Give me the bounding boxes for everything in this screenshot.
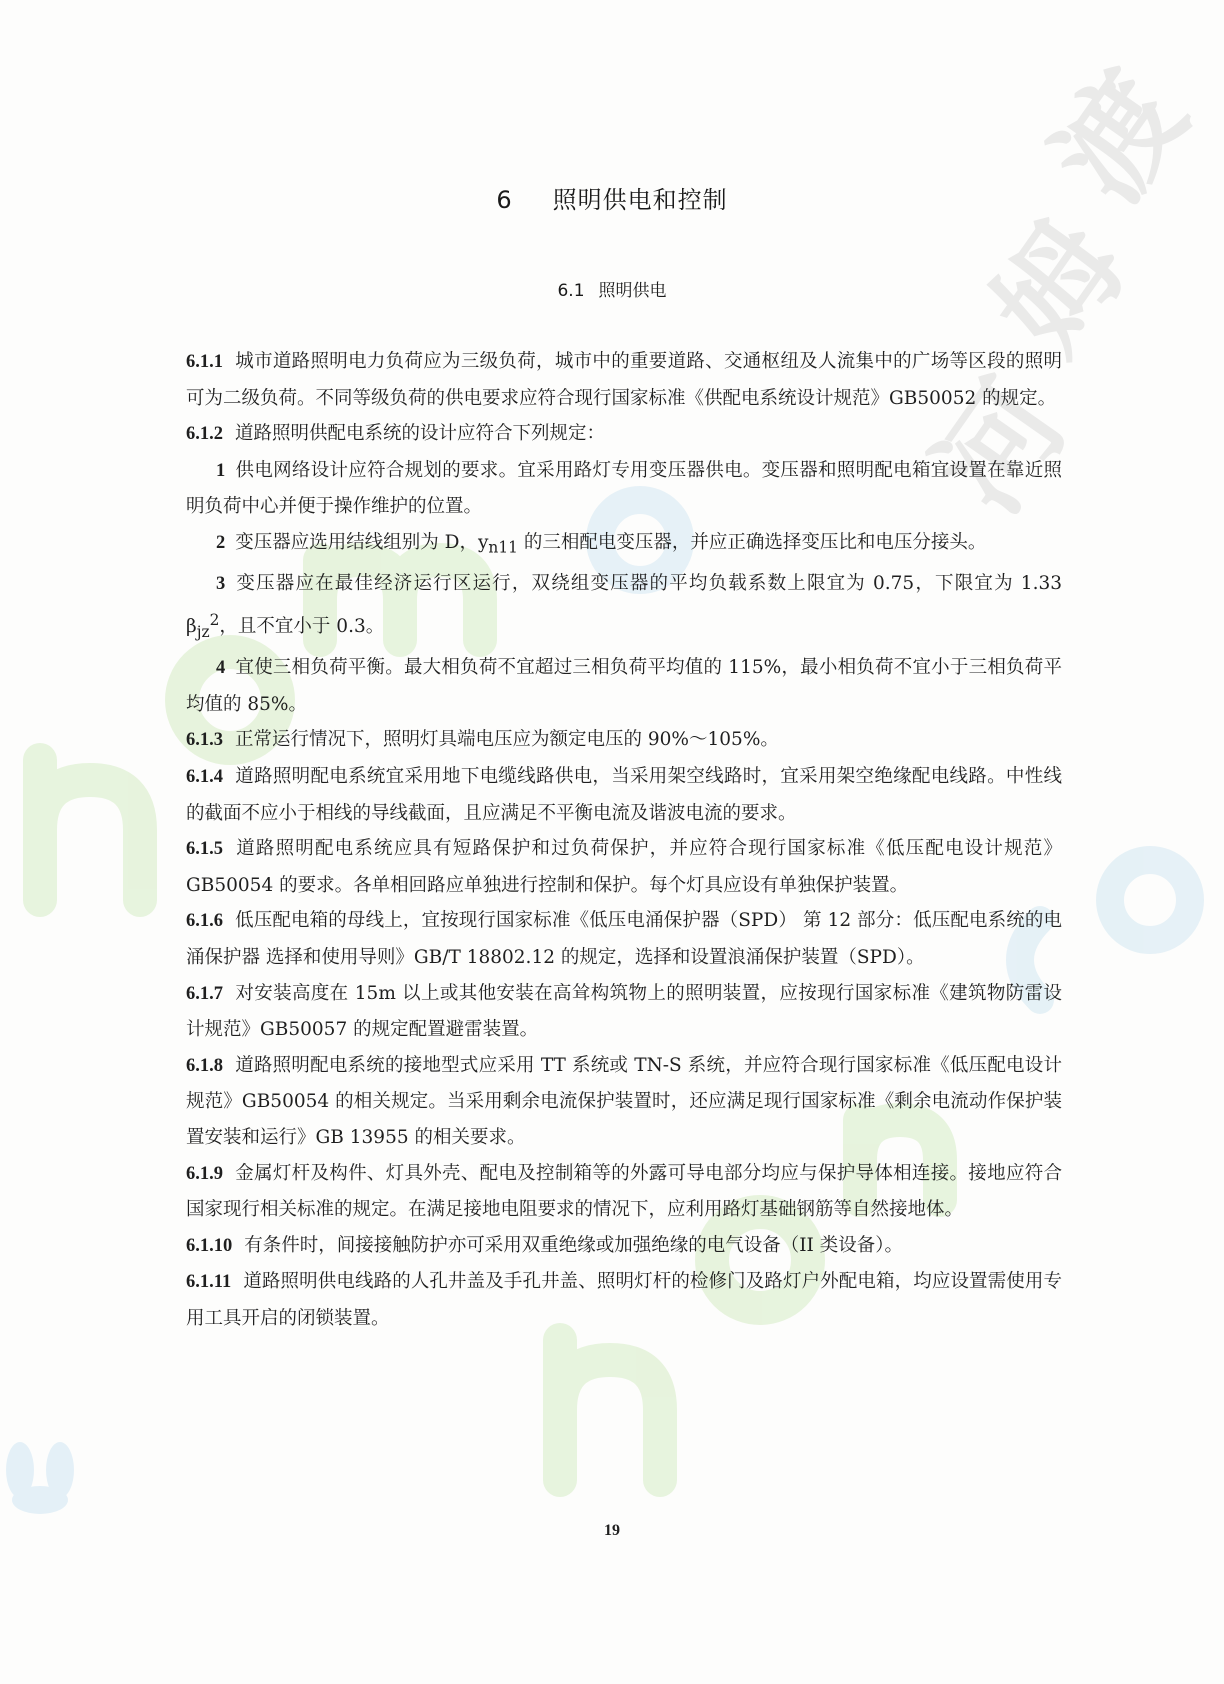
clause-text: 道路照明供配电系统的设计应符合下列规定： bbox=[235, 423, 606, 445]
clause-text: 有条件时，间接接触防护亦可采用双重绝缘或加强绝缘的电气设备（II 类设备）。 bbox=[244, 1234, 903, 1256]
clause-number: 6.1.3 bbox=[186, 730, 223, 751]
clause-number: 6.1.2 bbox=[186, 424, 223, 445]
clause-number: 6.1.6 bbox=[186, 911, 223, 932]
item-text-cont: ，且不宜小于 0.3。 bbox=[219, 616, 385, 637]
subscript: n11 bbox=[488, 538, 518, 557]
clause-number: 6.1.7 bbox=[186, 983, 223, 1004]
clause-6-1-7 bbox=[186, 976, 1062, 1048]
clause-6-1-9 bbox=[186, 1156, 1062, 1228]
clause-number: 6.1.5 bbox=[186, 839, 223, 860]
item-text: 宜使三相负荷平衡。最大相负荷不宜超过三相负荷平均值的 115%，最小相负荷不宜小于三相负荷平均值的 85%。 bbox=[186, 657, 1062, 715]
clause-text: 低压配电箱的母线上，宜按现行国家标准《低压电涌保护器（SPD） 第 12 部分：低压配电系统的电涌保护器 选择和使用导则》GB/T 18802.12 的规定，选择和设置浪涌保护装置（SPD）。 bbox=[186, 910, 1062, 969]
clause-number: 6.1.9 bbox=[186, 1163, 223, 1184]
clause-text: 城市道路照明电力负荷应为三级负荷，城市中的重要道路、交通枢纽及人流集中的广场等区段的照明可为二级负荷。不同等级负荷的供电要求应符合现行国家标准《供配电系统设计规范》GB50052 的规定。 bbox=[186, 351, 1062, 409]
svg-text:渡: 渡 bbox=[1029, 48, 1213, 227]
section-title: 照明供电 bbox=[598, 281, 667, 301]
item-text: 变压器应在最佳经济运行区运行，双绕组变压器的平均负载系数上限宜为 0.75，下限宜为 1.33 β bbox=[186, 573, 1062, 637]
subscript: jz bbox=[196, 622, 210, 641]
svg-text:姆: 姆 bbox=[969, 198, 1153, 377]
clause-number: 6.1.8 bbox=[186, 1055, 223, 1076]
section-heading bbox=[0, 276, 1224, 301]
item-number: 1 bbox=[216, 460, 226, 481]
section-number: 6.1 bbox=[557, 281, 585, 301]
clause-text: 正常运行情况下，照明灯具端电压应为额定电压的 90%～105%。 bbox=[235, 729, 779, 751]
clause-number: 6.1.10 bbox=[186, 1235, 233, 1256]
clause-6-1-11 bbox=[186, 1264, 1062, 1336]
chapter-number: 6 bbox=[496, 186, 513, 214]
item-text: 变压器应选用结线组别为 D，y bbox=[235, 531, 489, 553]
clause-text: 道路照明配电系统的接地型式应采用 TT 系统或 TN-S 系统，并应符合现行国家标准《低压配电设计规范》GB50054 的相关规定。当采用剩余电流保护装置时，还应满足现行国家标准《剩余电流动作保护装置安装和运行》GB 13955 的相关要求。 bbox=[186, 1054, 1062, 1148]
clause-number: 6.1.11 bbox=[186, 1272, 232, 1293]
clause-text: 道路照明配电系统宜采用地下电缆线路供电，当采用架空线路时，宜采用架空绝缘配电线路。中性线的截面不应小于相线的导线截面，且应满足不平衡电流及谐波电流的要求。 bbox=[186, 766, 1062, 824]
page-number: 19 bbox=[604, 1522, 620, 1539]
list-item bbox=[186, 650, 1062, 722]
list-item bbox=[186, 525, 1062, 566]
clause-text: 道路照明配电系统应具有短路保护和过负荷保护，并应符合现行国家标准《低压配电设计规范》GB50054 的要求。各单相回路应单独进行控制和保护。每个灯具应设有单独保护装置。 bbox=[186, 838, 1062, 896]
list-item bbox=[186, 453, 1062, 525]
clause-number: 6.1.4 bbox=[186, 767, 223, 788]
superscript: 2 bbox=[209, 610, 220, 629]
clause-6-1-6 bbox=[186, 903, 1062, 975]
clause-6-1-4 bbox=[186, 759, 1062, 831]
clause-6-1-8 bbox=[186, 1048, 1062, 1156]
item-number: 2 bbox=[216, 532, 226, 553]
clause-6-1-5 bbox=[186, 831, 1062, 903]
item-number: 3 bbox=[216, 574, 226, 595]
list-item bbox=[186, 566, 1062, 650]
document-body bbox=[186, 344, 1062, 1337]
svg-text:河: 河 bbox=[909, 358, 1093, 537]
chapter-heading bbox=[0, 180, 1224, 215]
clause-text: 金属灯杆及构件、灯具外壳、配电及控制箱等的外露可导电部分均应与保护导体相连接。接地应符合国家现行相关标准的规定。在满足接地电阻要求的情况下，应利用路灯基础钢筋等自然接地体。 bbox=[186, 1162, 1062, 1221]
clause-6-1-1 bbox=[186, 344, 1062, 416]
item-number: 4 bbox=[216, 658, 226, 679]
clause-6-1-2 bbox=[186, 416, 1062, 453]
clause-text: 对安装高度在 15m 以上或其他安装在高耸构筑物上的照明装置，应按现行国家标准《建筑物防雷设计规范》GB50057 的规定配置避雷装置。 bbox=[186, 982, 1062, 1041]
item-text: 供电网络设计应符合规划的要求。宜采用路灯专用变压器供电。变压器和照明配电箱宜设置在靠近照明负荷中心并便于操作维护的位置。 bbox=[186, 459, 1062, 518]
clause-text: 道路照明供电线路的人孔井盖及手孔井盖、照明灯杆的检修门及路灯户外配电箱，均应设置需使用专用工具开启的闭锁装置。 bbox=[186, 1271, 1062, 1329]
clause-number: 6.1.1 bbox=[186, 352, 223, 372]
clause-6-1-3 bbox=[186, 722, 1062, 759]
item-text-cont: 的三相配电变压器，并应正确选择变压比和电压分接头。 bbox=[517, 531, 987, 553]
chapter-title: 照明供电和控制 bbox=[552, 186, 728, 214]
clause-6-1-10 bbox=[186, 1228, 1062, 1265]
